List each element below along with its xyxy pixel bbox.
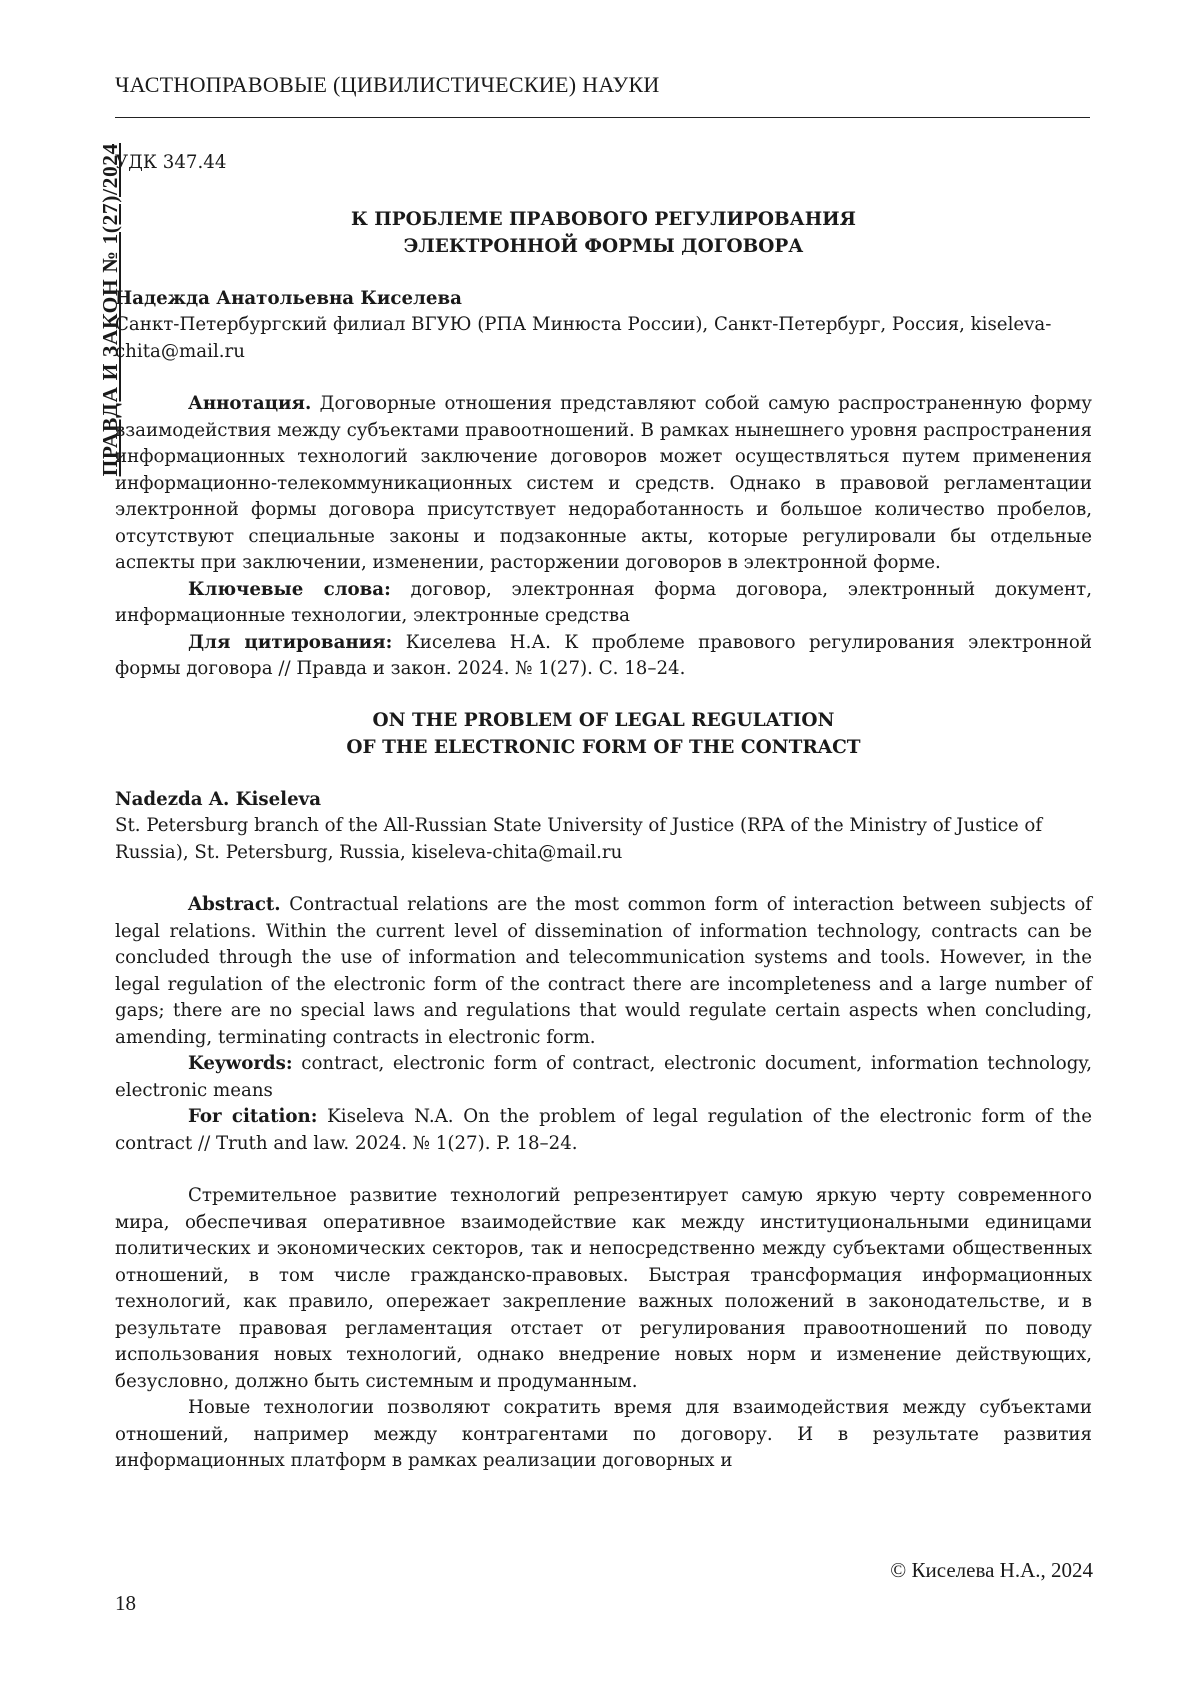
copyright-note: © Киселева Н.А., 2024 [890, 1558, 1093, 1582]
running-header: ЧАСТНОПРАВОВЫЕ (ЦИВИЛИСТИЧЕСКИЕ) НАУКИ [115, 72, 660, 97]
en-abstract [115, 892, 1092, 1051]
page-number: 18 [115, 1591, 136, 1615]
en-citation-label: For citation: [188, 1106, 318, 1127]
en-citation-text: Kiseleva N.A. On the problem of legal regulation of the electronic form of the contract // Truth and law. 2024. № 1(27). P. 18–24. [115, 1106, 1092, 1154]
udk-code: УДК 347.44 [115, 152, 227, 173]
ru-abstract-label: Аннотация. [188, 393, 312, 414]
en-title-line-2: OF THE ELECTRONIC FORM OF THE CONTRACT [346, 736, 861, 758]
en-author-name: Nadezda A. Kiseleva [115, 788, 321, 810]
ru-abstract [115, 391, 1092, 577]
ru-affiliation: Санкт-Петербургский филиал ВГУЮ (РПА Минюста России), Санкт-Петербург, Россия, kiseleva-chita@mail.ru [115, 314, 1052, 362]
en-keywords-label: Keywords: [188, 1053, 293, 1074]
en-citation [115, 1104, 1092, 1157]
en-keywords [115, 1051, 1092, 1104]
ru-keywords-text: договор, электронная форма договора, электронный документ, информационные технологии, электронные средства [115, 578, 1092, 626]
en-abstract-text: Contractual relations are the most common form of interaction between subjects of legal relations. Within the current level of dissemination of information technology, contracts can be concluded through the use of information and telecommunication systems and tools. However, in the legal regulation of the electronic form of the contract there are incompleteness and a large number of gaps; there are no special laws and regulations that would regulate certain aspects when concluding, amending, terminating contracts in electronic form. [115, 894, 1092, 1048]
en-title-line-1: ON THE PROBLEM OF LEGAL REGULATION [372, 709, 835, 731]
body-paragraph-1: Стремительное развитие технологий репрезентирует самую яркую черту современного мира, обеспечивая оперативное взаимодействие как между институциональными единицами политических и экономических секторов, так и непосредственно между субъектами общественных отношений, в том числе гражданско-правовых. Быстрая трансформация информационных технологий, как правило, опережает закрепление важных положений в законодательстве, и в результате правовая регламентация отстает от регулирования правоотношений по поводу использования новых технологий, однако внедрение новых норм и изменение действующих, безусловно, должно быть системным и продуманным. [115, 1185, 1092, 1392]
ru-keywords-label: Ключевые слова: [188, 578, 391, 600]
header-rule [115, 117, 1090, 118]
en-affiliation: St. Petersburg branch of the All-Russian State University of Justice (RPA of the Ministry of Justice of Russia), St. Petersburg, Russia, kiseleva-chita@mail.ru [115, 815, 1043, 863]
ru-keywords [115, 577, 1092, 630]
ru-citation [115, 630, 1092, 683]
ru-citation-label: Для цитирования: [188, 631, 393, 653]
body-paragraph-2: Новые технологии позволяют сократить время для взаимодействия между субъектами отношений, например между контрагентами по договору. И в результате развития информационных платформ в рамках реализации договорных и [115, 1397, 1092, 1471]
en-title [115, 707, 1092, 761]
ru-author-name: Надежда Анатольевна Киселева [115, 287, 462, 309]
ru-abstract-text: Договорные отношения представляют собой самую распространенную форму взаимодействия между субъектами правоотношений. В рамках нынешнего уровня распространения информационных технологий заключение договоров может осуществляться путем применения информационно-телекоммуникационных систем и средств. Однако в правовой регламентации электронной формы договора присутствует недоработанность и большое количество пробелов, отсутствуют специальные законы и подзаконные акты, которые регулировали бы отдельные аспекты при заключении, изменении, расторжении договоров в электронной форме. [115, 393, 1092, 573]
ru-title [115, 206, 1092, 260]
article-content [115, 150, 1092, 1475]
en-keywords-text: contract, electronic form of contract, electronic document, information technology, electronic means [115, 1053, 1092, 1101]
ru-title-line-1: К ПРОБЛЕМЕ ПРАВОВОГО РЕГУЛИРОВАНИЯ [351, 208, 856, 230]
ru-title-line-2: ЭЛЕКТРОННОЙ ФОРМЫ ДОГОВОРА [403, 235, 804, 257]
ru-citation-text: Киселева Н.А. К проблеме правового регулирования электронной формы договора // Правда и закон. 2024. № 1(27). С. 18–24. [115, 631, 1092, 679]
journal-side-label: ПРАВДА И ЗАКОН № 1(27)/2024 [98, 143, 122, 477]
en-abstract-label: Abstract. [188, 894, 281, 915]
